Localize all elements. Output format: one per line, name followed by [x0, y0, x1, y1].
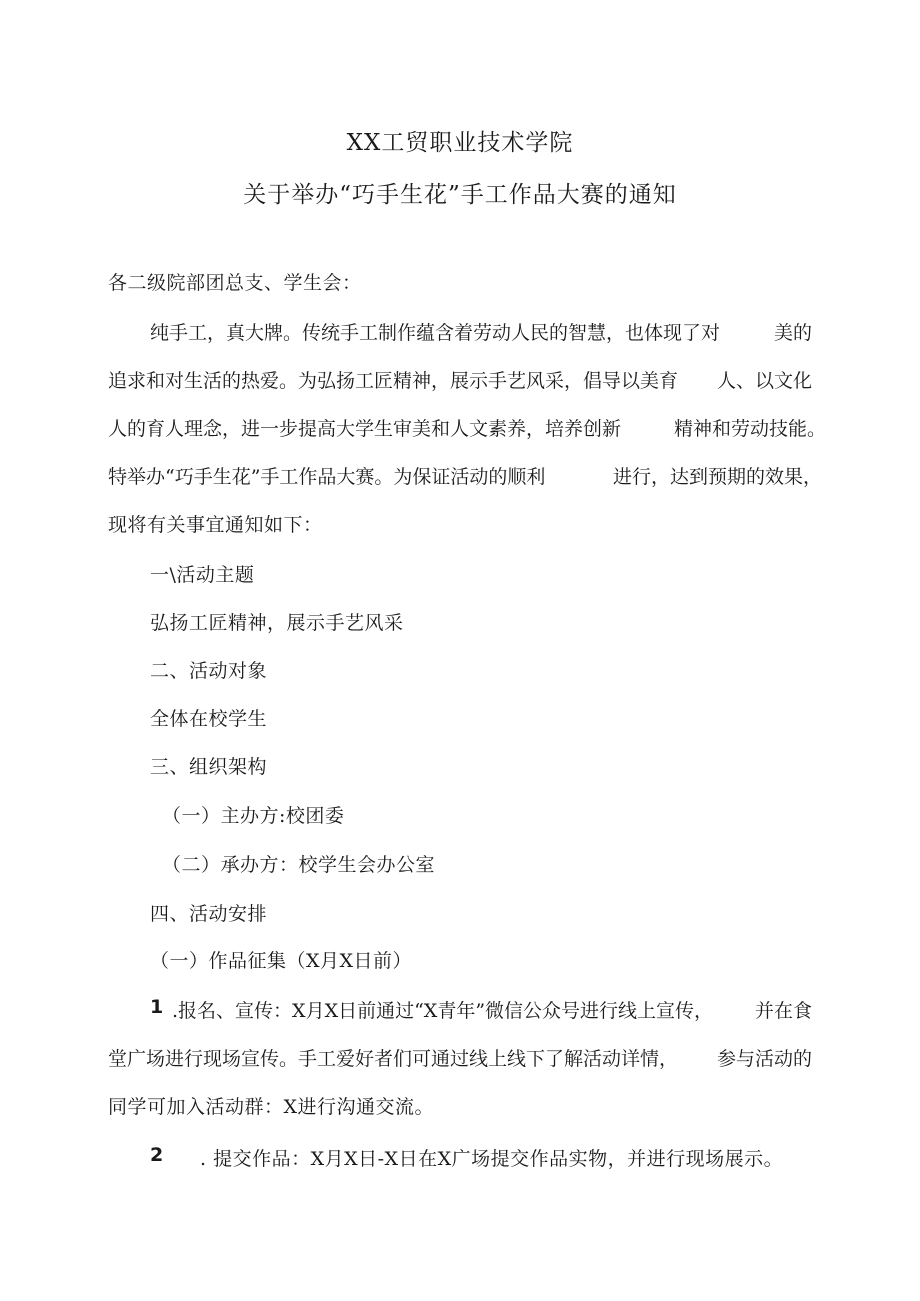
intro-line-1 — [150, 318, 812, 345]
item-1-line-2 — [108, 1044, 812, 1071]
section-1-body: 弘扬工匠精神，展示手艺风采 — [150, 612, 404, 634]
section-3-item-1: （一）主办方:校团委 — [162, 805, 345, 827]
intro-line-3-end: 精神和劳动技能。 — [673, 418, 826, 440]
item-1-line-1-text: .报名、宣传：X月X日前通过“X青年”微信公众号进行线上宣传， — [172, 1000, 714, 1022]
section-1-heading: 一\活动主题 — [150, 564, 255, 586]
intro-line-1-text: 纯手工，真大牌。传统手工制作蕴含着劳动人民的智慧，也体现了对 — [150, 322, 721, 344]
intro-line-2-text: 追求和对生活的热爱。为弘扬工匠精神，展示手艺风采，倡导以美育 — [108, 370, 679, 392]
salutation: 各二级院部团总支、学生会： — [108, 272, 362, 294]
item-1-number: 1 — [150, 996, 164, 1018]
item-1-line-1 — [172, 996, 812, 1023]
item-1-line-1-end: 并在食 — [754, 1000, 812, 1022]
school-name: XX工贸职业技术学院 — [346, 130, 574, 156]
section-3-heading: 三、组织架构 — [150, 756, 268, 778]
section-2-body: 全体在校学生 — [150, 708, 268, 730]
intro-line-1-end: 美的 — [773, 322, 812, 344]
intro-line-5: 现将有关事宜通知如下： — [108, 514, 323, 536]
intro-line-2 — [108, 366, 812, 393]
intro-line-2-end: 人、以文化 — [716, 370, 812, 392]
section-3-item-2: （二）承办方：校学生会办公室 — [162, 854, 436, 876]
section-2-heading: 二、活动对象 — [150, 660, 268, 682]
item-1-line-2-text: 堂广场进行现场宣传。手工爱好者们可通过线上线下了解活动详情， — [108, 1048, 679, 1070]
intro-line-4-text: 特举办“巧手生花”手工作品大赛。为保证活动的顺利 — [108, 466, 546, 488]
intro-line-4-end: 进行，达到预期的效果， — [612, 466, 822, 488]
intro-line-3 — [108, 414, 826, 441]
section-4-subheading-1: （一）作品征集（X月X日前） — [150, 950, 413, 972]
notice-title: 关于举办“巧手生花”手工作品大赛的通知 — [243, 182, 677, 208]
intro-line-4 — [108, 462, 822, 489]
item-1-line-2-end: 参与活动的 — [716, 1048, 812, 1070]
intro-line-3-text: 人的育人理念，进一步提高大学生审美和人文素养，培养创新 — [108, 418, 622, 440]
item-1-line-3: 同学可加入活动群：X进行沟通交流。 — [108, 1096, 435, 1118]
item-2-text: . 提交作品：X月X日-X日在X广场提交作品实物，并进行现场展示。 — [200, 1148, 784, 1170]
item-2-number: 2 — [150, 1144, 164, 1166]
section-4-heading: 四、活动安排 — [150, 903, 268, 925]
